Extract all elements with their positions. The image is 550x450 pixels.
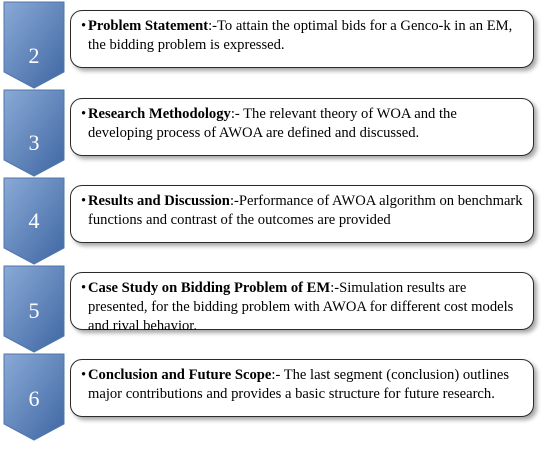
step-title: Case Study on Bidding Problem of EM — [88, 280, 331, 296]
step-text: :- The relevant theory of WOA and the developing process of AWOA are defined and discussed. — [88, 106, 457, 141]
chevron-step-2 — [4, 2, 64, 88]
chevron-step-5 — [4, 266, 64, 352]
step-title: Results and Discussion — [88, 193, 230, 209]
step-number: 2 — [28, 43, 40, 68]
step-description — [81, 105, 523, 143]
step-description — [81, 366, 523, 404]
step-number: 4 — [28, 208, 40, 233]
step-box-2 — [70, 10, 534, 68]
step-number: 5 — [28, 298, 40, 323]
bullet-icon: • — [81, 280, 87, 296]
step-number: 3 — [28, 130, 40, 155]
step-box-3 — [70, 98, 534, 156]
chevron-step-4 — [4, 178, 64, 264]
step-title: Problem Statement — [88, 18, 209, 34]
step-text: :-Performance of AWOA algorithm on benchmark functions and contrast of the outcomes are provided — [88, 193, 523, 228]
chevron-step-3 — [4, 90, 64, 176]
step-number: 6 — [28, 386, 40, 411]
step-box-4 — [70, 185, 534, 243]
step-text: :- The last segment (conclusion) outlines major contributions and provides a basic structure for future research. — [88, 367, 510, 402]
bullet-icon: • — [81, 193, 87, 209]
chevron-step-6 — [4, 354, 64, 440]
step-description — [81, 279, 523, 336]
step-box-5 — [70, 272, 534, 334]
bullet-icon: • — [81, 18, 87, 34]
bullet-icon: • — [81, 367, 87, 383]
step-text: :-To attain the optimal bids for a Genco-k in an EM, the bidding problem is expressed. — [88, 18, 513, 53]
step-title: Conclusion and Future Scope — [88, 367, 272, 383]
step-text: :-Simulation results are presented, for the bidding problem with AWOA for different cost models and rival behavior. — [88, 280, 514, 334]
step-description — [81, 17, 523, 55]
bullet-icon: • — [81, 106, 87, 122]
step-title: Research Methodology — [88, 106, 231, 122]
step-box-6 — [70, 359, 534, 417]
step-description — [81, 192, 523, 230]
